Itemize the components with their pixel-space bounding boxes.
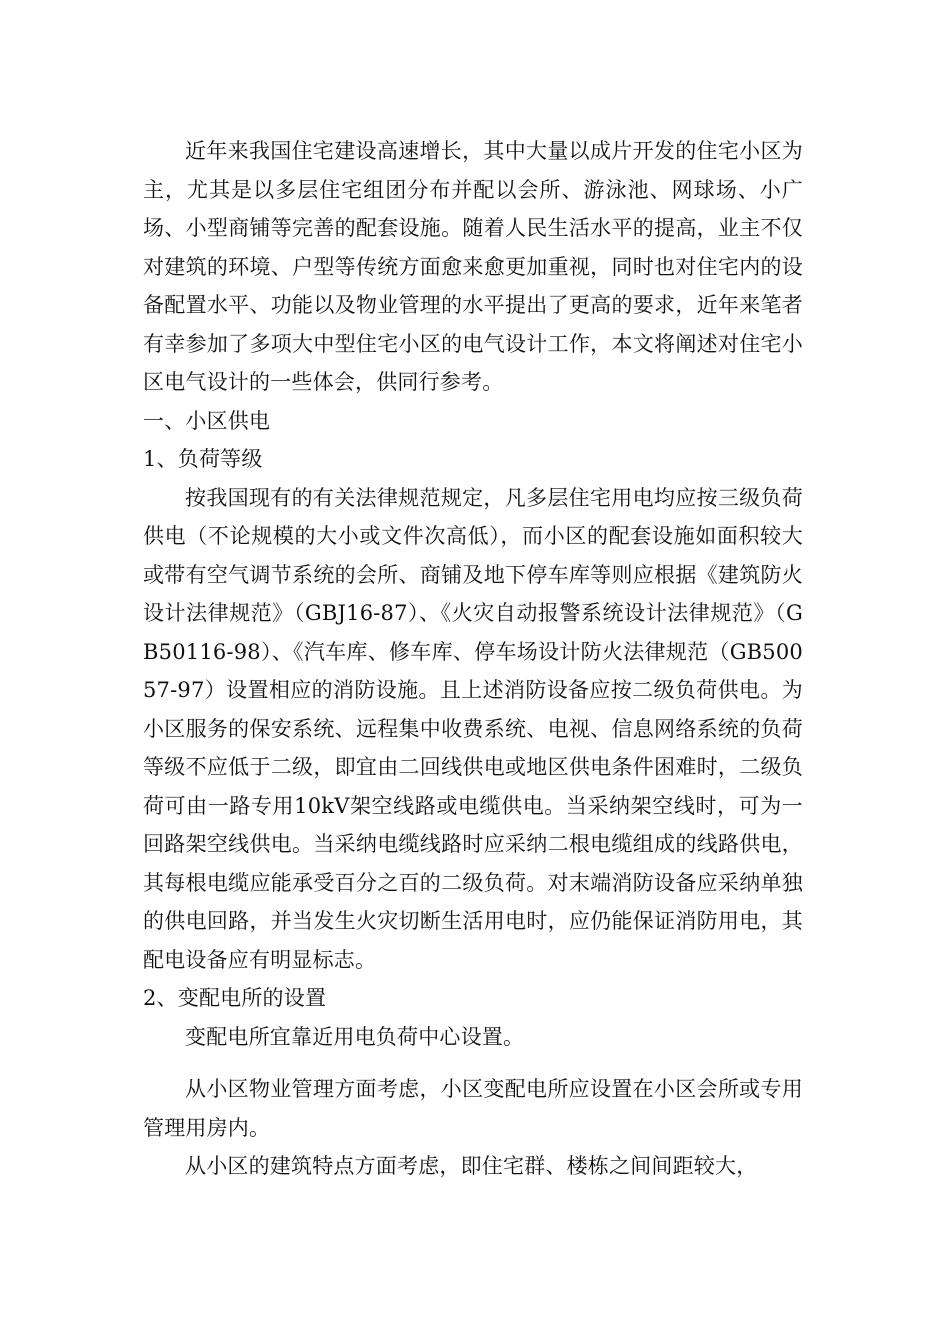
subsection-1-heading: 1、负荷等级 bbox=[143, 447, 263, 471]
paragraph-gap bbox=[143, 1056, 803, 1070]
substation-paragraph-2: 从小区物业管理方面考虑，小区变配电所应设置在小区会所或专用管理用房内。 bbox=[143, 1077, 803, 1140]
document-body bbox=[143, 132, 803, 1186]
section-1-heading: 一、小区供电 bbox=[143, 408, 271, 433]
intro-paragraph: 近年来我国住宅建设高速增长，其中大量以成片开发的住宅小区为主，尤其是以多层住宅组团分布并配以会所、游泳池、网球场、小广场、小型商铺等完善的配套设施。随着人民生活水平的提高，业主不仅对建筑的环境、户型等传统方面愈来愈更加重视，同时也对住宅内的设备配置水平、功能以及物业管理的水平提出了更高的要求，近年来笔者有幸参加了多项大中型住宅小区的电气设计工作，本文将阐述对住宅小区电气设计的一些体会，供同行参考。 bbox=[143, 139, 803, 394]
load-level-paragraph: 按我国现有的有关法律规范规定，凡多层住宅用电均应按三级负荷供电（不论规模的大小或文件次高低），而小区的配套设施如面积较大或带有空气调节系统的会所、商铺及地下停车库等则应根据《建筑防火设计法律规范》（GBJ16-87）、《火灾自动报警系统设计法律规范》（GB50116-98）、《汽车库、修车库、停车场设计防火法律规范（GB50057-97）设置相应的消防设施。且上述消防设备应按二级负荷供电。为小区服务的保安系统、远程集中收费系统、电视、信息网络系统的负荷等级不应低于二级，即宜由二回线供电或地区供电条件困难时，二级负荷可由一路专用10kV架空线路或电缆供电。当采纳架空线时，可为一回路架空线供电。当采纳电缆线路时应采纳二根电缆组成的线路供电，其每根电缆应能承受百分之百的二级负荷。对末端消防设备应采纳单独的供电回路，并当发生火灾切断生活用电时，应仍能保证消防用电，其配电设备应有明显标志。 bbox=[143, 485, 803, 972]
subsection-2-heading: 2、变配电所的设置 bbox=[143, 986, 327, 1010]
substation-paragraph-1: 变配电所宜靠近用电负荷中心设置。 bbox=[185, 1024, 525, 1049]
substation-paragraph-3: 从小区的建筑特点方面考虑，即住宅群、楼栋之间间距较大， bbox=[185, 1154, 758, 1178]
